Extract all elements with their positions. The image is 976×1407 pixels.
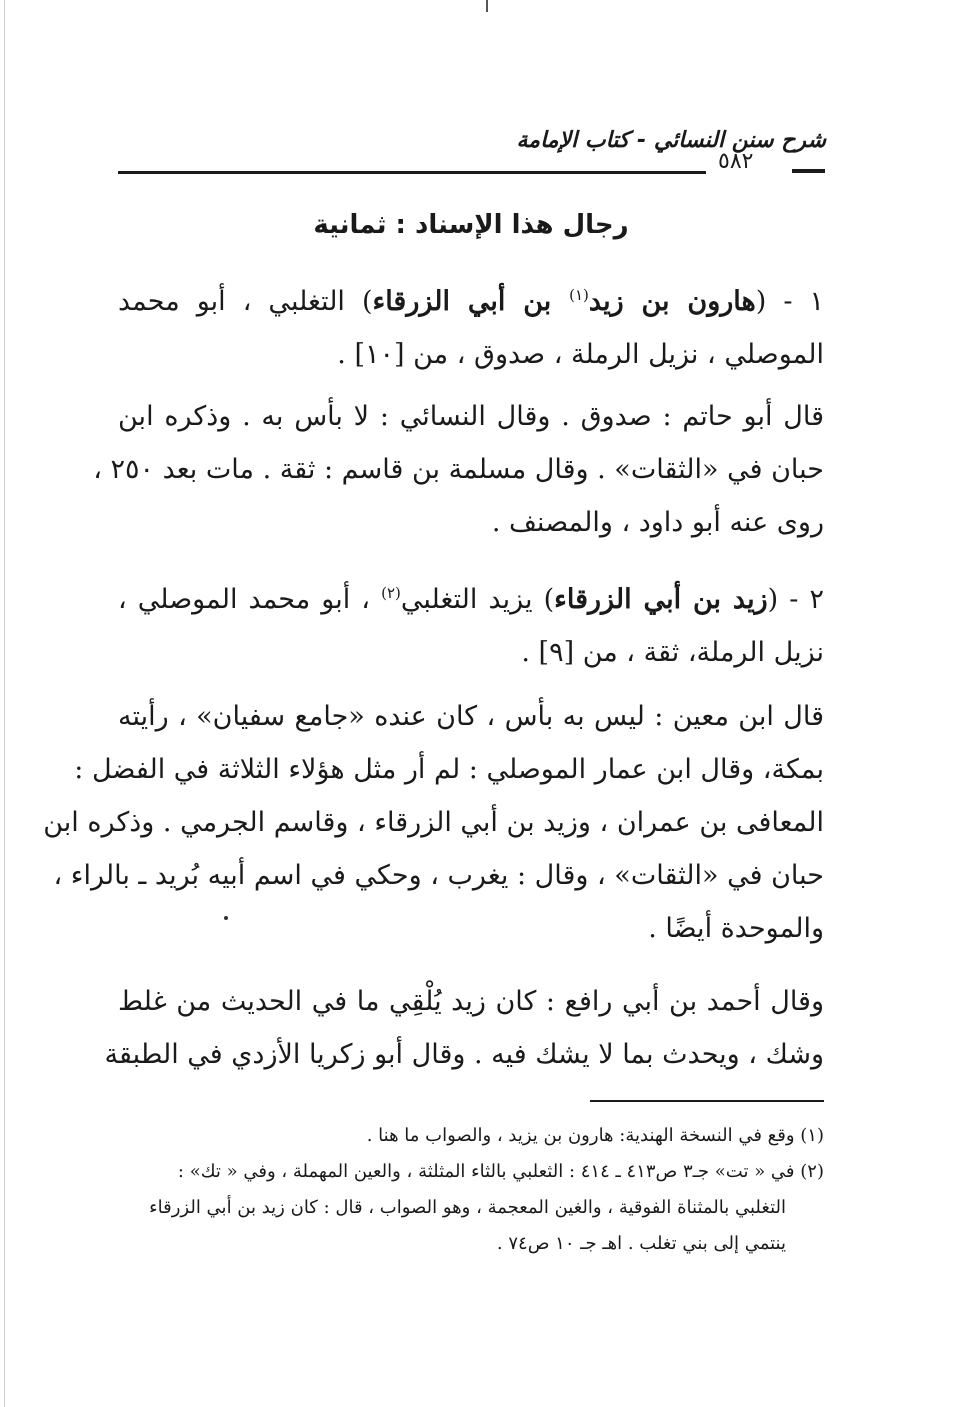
footnote-ref[interactable]: (٢) (381, 584, 401, 602)
body-line: المعافى بن عمران ، وزيد بن أبي الزرقاء ، وقاسم الجرمي . وذكره ابن (43, 807, 824, 838)
paragraph-narrator-1-grading (93, 390, 824, 549)
page-number-dash (792, 169, 825, 173)
body-line: روى عنه أبو داود ، والمصنف . (491, 507, 824, 538)
body-line: قال ابن معين : ليس به بأس ، كان عنده «جامع سفيان» ، رأيته (118, 701, 824, 732)
footnote-2-cont: ينتمي إلى بني تغلب . اهـ جـ ١٠ ص٧٤ . (496, 1233, 786, 1254)
page-number: ٥٨٢ (718, 149, 754, 174)
body-line (118, 275, 824, 328)
body-line (118, 573, 824, 626)
line-middle: ) يزيد التغلبي (400, 584, 555, 615)
paragraph-narrator-2 (118, 573, 824, 679)
body-line: حبان في «الثقات» ، وقال : يغرب ، وحكي في اسم أبيه بُريد ـ بالراء ، (53, 860, 824, 891)
body-line: قال أبو حاتم : صدوق . وقال النسائي : لا بأس به . وذكره ابن (118, 401, 824, 432)
book-title: شرح سنن النسائي - كتاب الإمامة (516, 128, 826, 153)
body-line: وقال أحمد بن أبي رافع : كان زيد يُلْقِي ما في الحديث من غلط (118, 986, 824, 1017)
scan-edge-line (4, 0, 5, 1407)
paragraph-narrator-1 (118, 275, 824, 381)
body-line: الموصلي ، نزيل الرملة ، صدوق ، من [١٠] . (337, 339, 824, 370)
paragraph-narrator-2-more (104, 975, 824, 1081)
narrator-lineage: بن أبي الزرقاء (372, 286, 570, 317)
body-line: نزيل الرملة، ثقة ، من [٩] . (521, 637, 824, 668)
body-line: بمكة، وقال ابن عمار الموصلي : لم أر مثل هؤلاء الثلاثة في الفضل : (74, 754, 824, 785)
footnote-2: (٢) في « تت» جـ٣ ص٤١٣ ـ ٤١٤ : الثعلبي بالثاء المثلثة ، والعين المهملة ، وفي « تك» : (177, 1161, 824, 1182)
body-line: حبان في «الثقات» . وقال مسلمة بن قاسم : ثقة . مات بعد ٢٥٠ ، (93, 454, 824, 485)
body-line: وشك ، ويحدث بما لا يشك فيه . وقال أبو زكريا الأزدي في الطبقة (104, 1039, 824, 1070)
footnote-separator (590, 1100, 824, 1102)
footnote-ref[interactable]: (١) (569, 286, 589, 304)
stray-dot (224, 916, 228, 920)
body-line: والموحدة أيضًا . (648, 913, 824, 944)
narrator-name: زيد بن أبي الزرقاء (554, 584, 768, 615)
line-prefix: ٢ - ( (767, 584, 824, 615)
narrator-name: هارون بن زيد (588, 286, 756, 317)
footnotes (118, 1118, 824, 1262)
section-heading: رجال هذا الإسناد : ثمانية (313, 210, 629, 240)
line-suffix: ، أبو محمد الموصلي ، (118, 584, 382, 615)
top-edge-mark (486, 0, 488, 12)
paragraph-narrator-2-grading (43, 690, 824, 955)
footnote-1: (١) وقع في النسخة الهندية: هارون بن يزيد ، والصواب ما هنا . (366, 1125, 824, 1146)
footnote-2-cont: التغلبي بالمثناة الفوقية ، والغين المعجمة ، وهو الصواب ، قال : كان زيد بن أبي الزرقاء (149, 1197, 786, 1218)
line-prefix: ١ - ( (755, 286, 824, 317)
line-suffix: ) التغلبي ، أبو محمد (118, 286, 373, 317)
header-rule (118, 171, 706, 174)
